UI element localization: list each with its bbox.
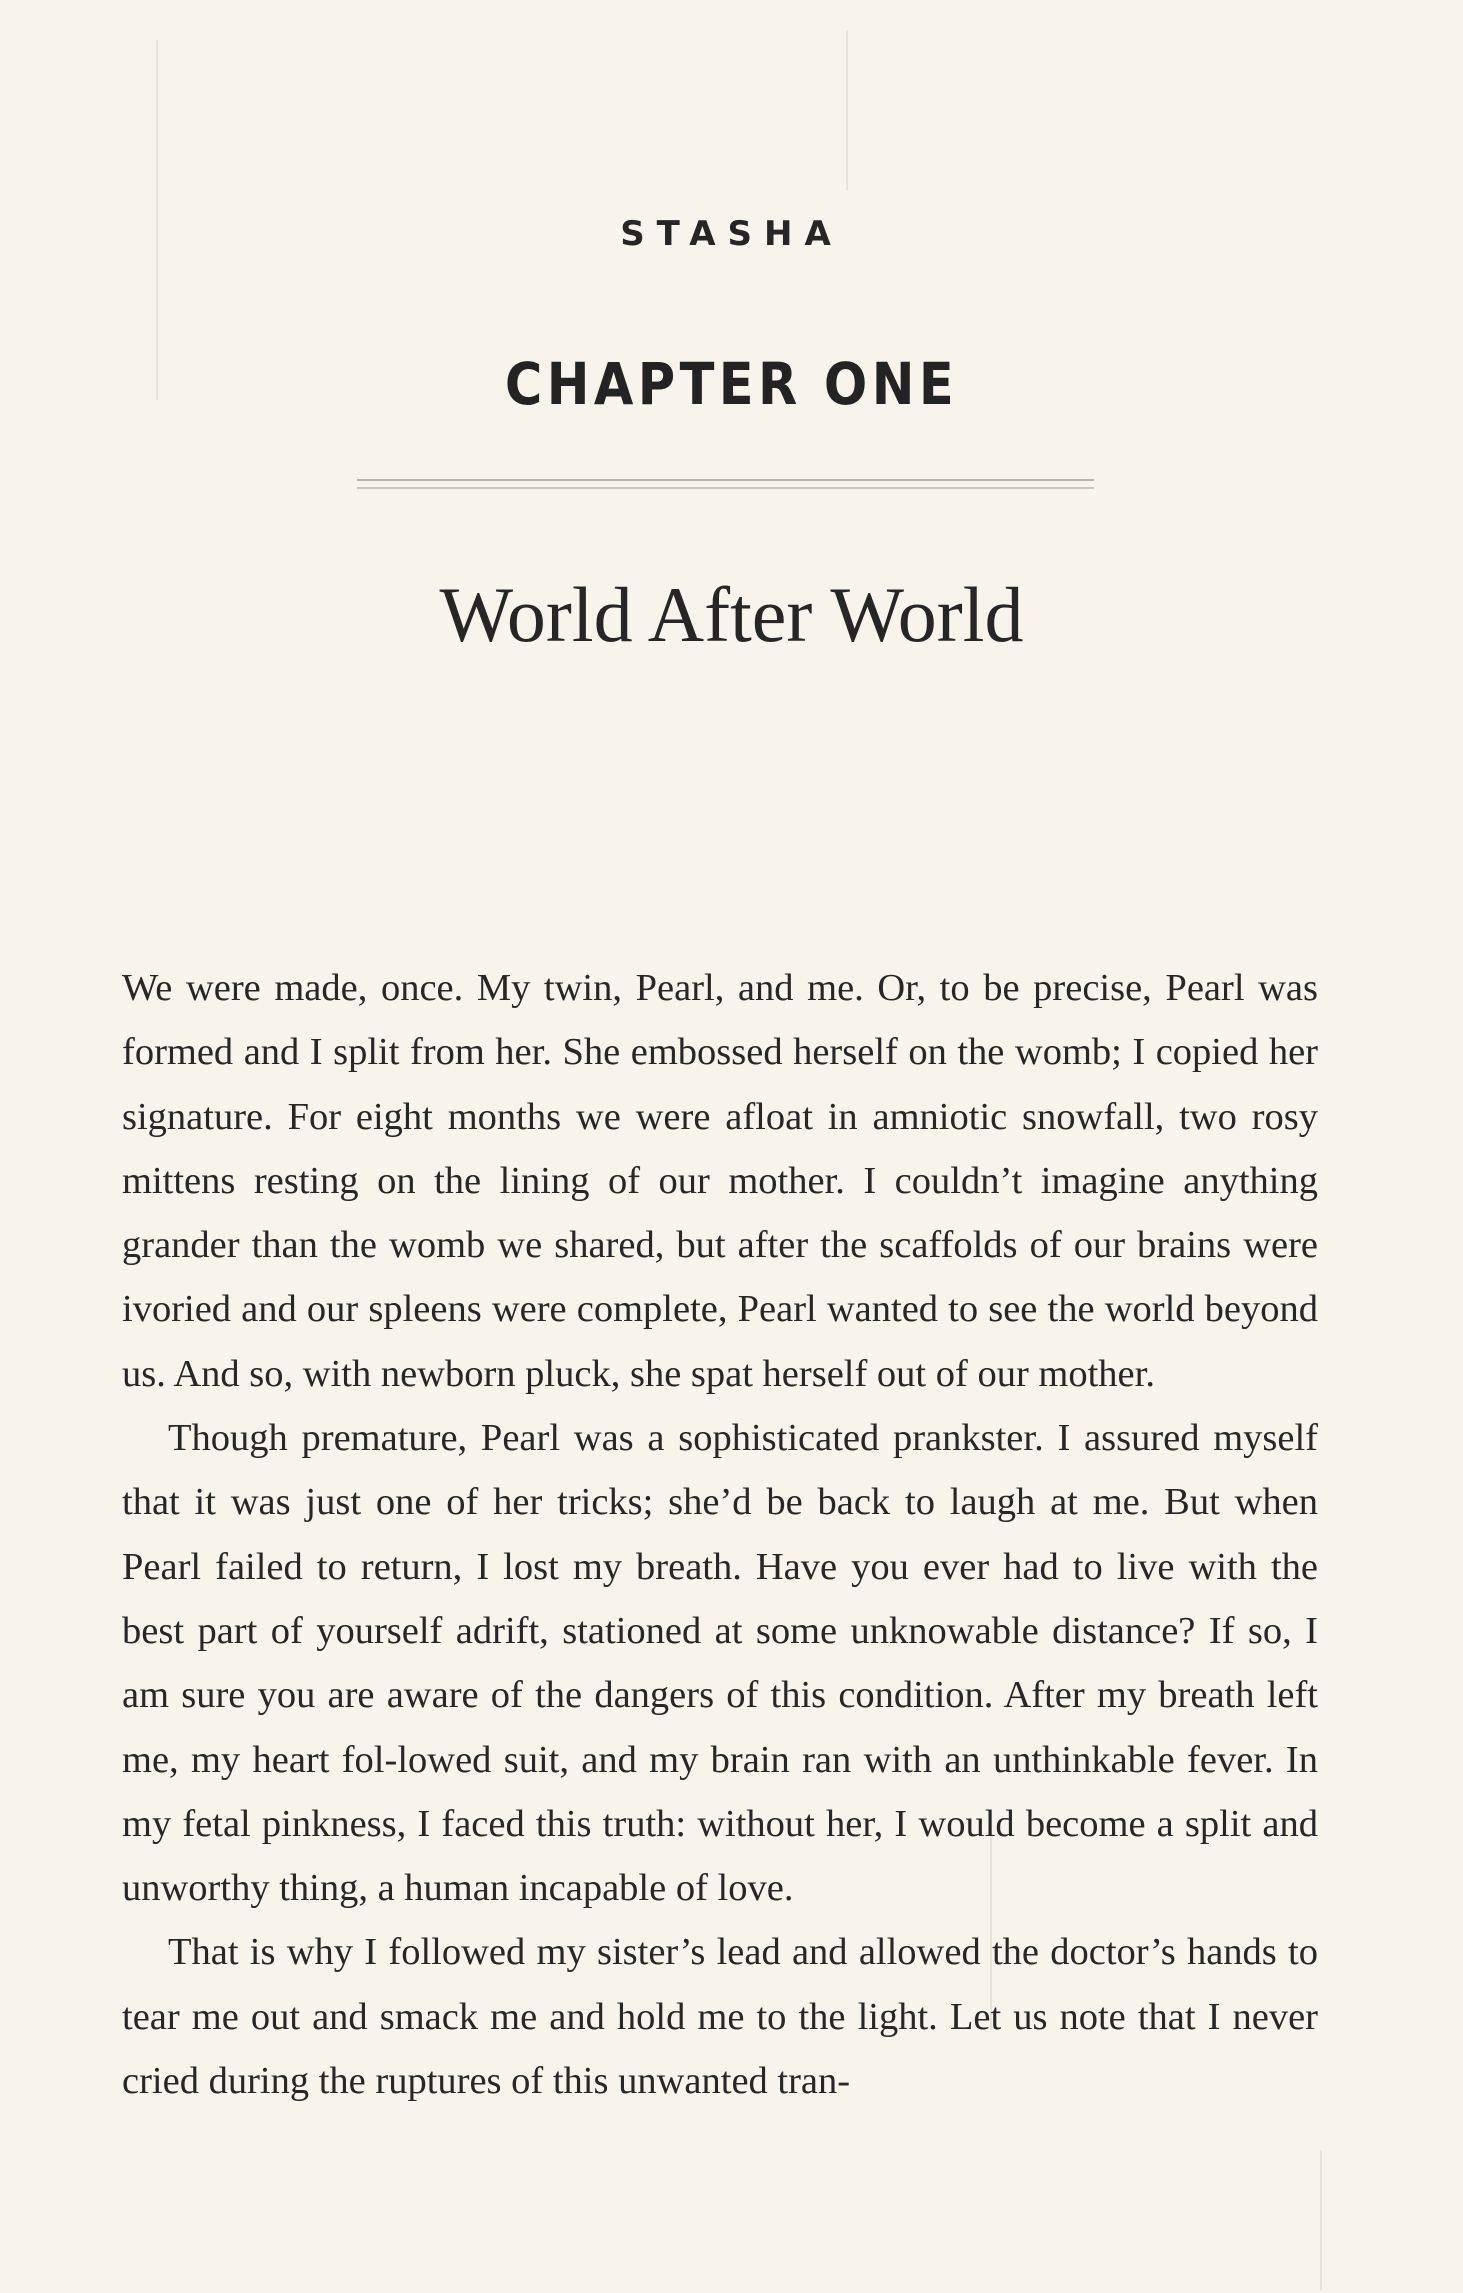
page-scan-mark bbox=[846, 30, 848, 190]
page-scan-mark bbox=[1320, 2150, 1322, 2290]
character-header: STASHA bbox=[620, 214, 843, 254]
body-text bbox=[122, 956, 1318, 2113]
section-title: World After World bbox=[439, 571, 1024, 658]
paragraph: That is why I followed my sister’s lead and allowed the doctor’s hands to tear me out and smack me and hold me to the light. Let us note that I never cried during the ruptures of this unwanted tran- bbox=[122, 1931, 1318, 2103]
title-divider bbox=[357, 479, 1094, 489]
paragraph: We were made, once. My twin, Pearl, and me. Or, to be precise, Pearl was formed and I split from her. She embossed herself on the womb; I copied her signature. For eight months we were afloat in amniotic snowfall, two rosy mittens resting on the lining of our mother. I couldn’t imagine anything grander than the womb we shared, but after the scaffolds of our brains were ivoried and our spleens were complete, Pearl wanted to see the world beyond us. And so, with newborn pluck, she spat herself out of our mother. bbox=[122, 967, 1318, 1395]
paragraph: Though premature, Pearl was a sophisticated prankster. I assured myself that it was just one of her tricks; she’d be back to laugh at me. But when Pearl failed to return, I lost my breath. Have you ever had to live with the best part of yourself adrift, stationed at some unknowable distance? If so, I am sure you are aware of the dangers of this condition. After my breath left me, my heart fol-lowed suit, and my brain ran with an unthinkable fever. In my fetal pinkness, I faced this truth: without her, I would become a split and unworthy thing, a human incapable of love. bbox=[122, 1417, 1318, 1910]
chapter-title: CHAPTER ONE bbox=[504, 350, 959, 418]
